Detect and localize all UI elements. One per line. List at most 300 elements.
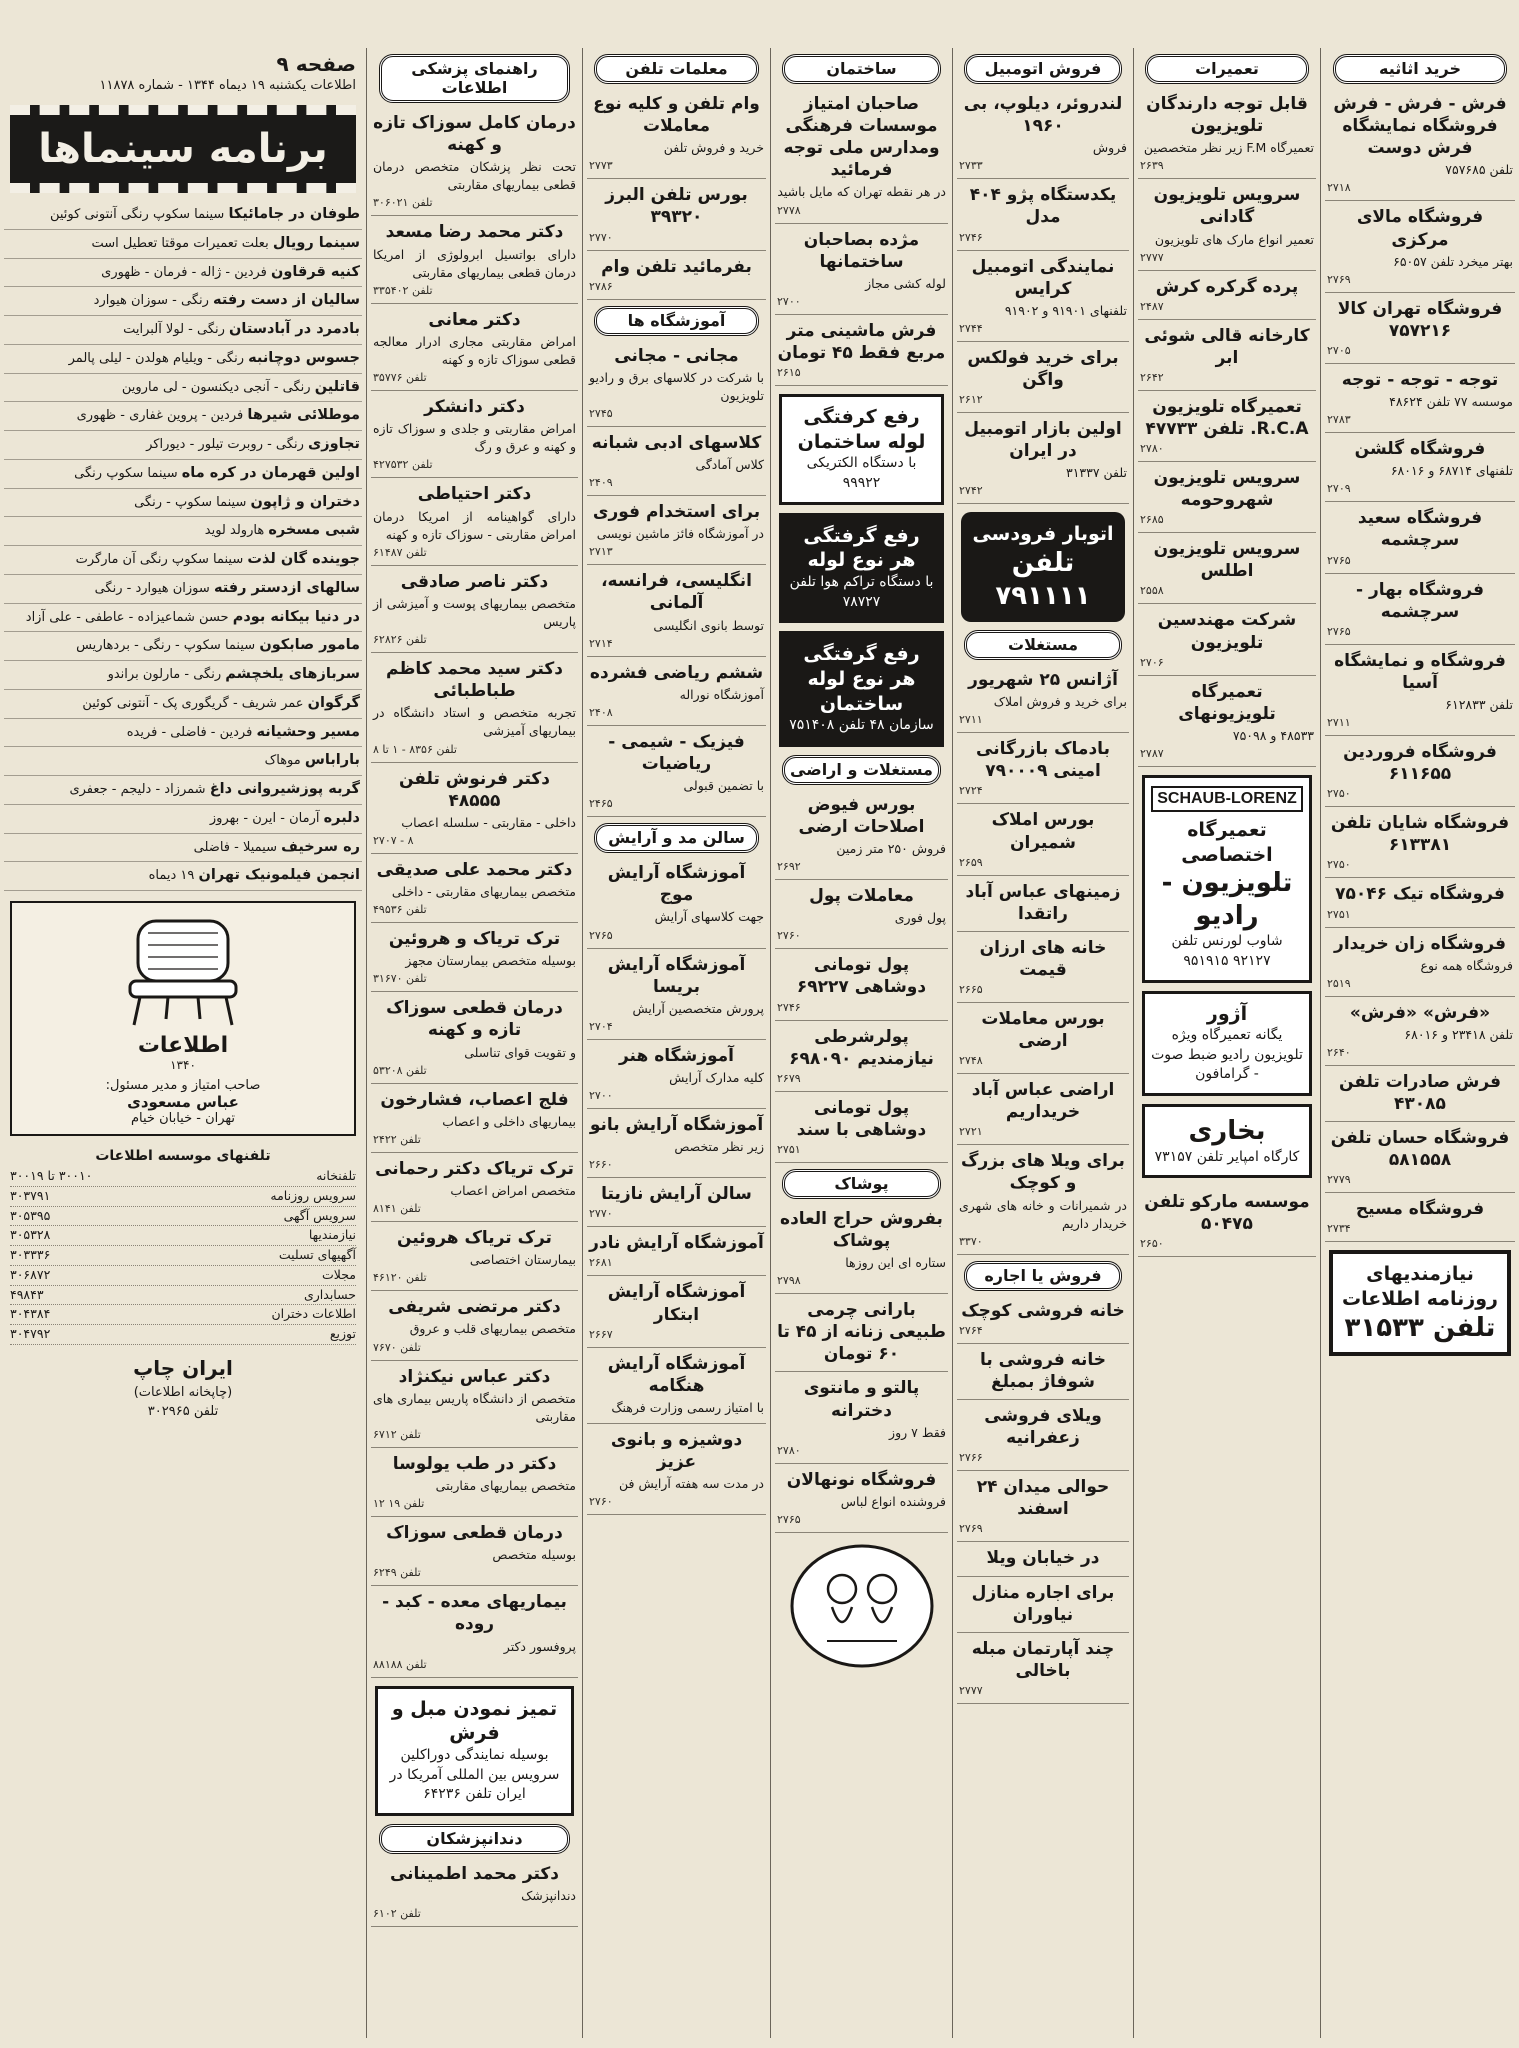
ad-code: ۲۷۱۱ xyxy=(959,713,983,727)
ad-code: ۲۶۳۹ xyxy=(1140,159,1164,173)
ad-code: ۲۶۶۰ xyxy=(589,1158,613,1172)
issue-line: اطلاعات یکشنبه ۱۹ دیماه ۱۳۴۴ - شماره ۱۱۸۷۸ xyxy=(99,78,356,93)
ad-code: تلفن ۳۵۷۷۶ xyxy=(373,371,427,385)
classified-ad xyxy=(1325,997,1515,1066)
ad-code: ۲۷۶۵ xyxy=(589,928,613,942)
moving-company-phone: تلفن ۷۹۱۱۱۱ xyxy=(995,548,1091,611)
ad-code: ۲۷۰۵ xyxy=(1327,343,1351,357)
ad-title: ویلای فروشی زعفرانیه xyxy=(984,1406,1102,1449)
ad-body: دارای گواهینامه از امریکا درمان امراض مقاربتی - سوزاک تازه و کهنه xyxy=(373,508,576,542)
schaub-lorenz-logo: SCHAUB-LORENZ xyxy=(1151,786,1303,812)
ad-body: تجربه متخصص و استاد دانشگاه در بیماریهای آمیزشی xyxy=(373,705,576,739)
ad-body: متخصص بیماریهای قلب و عروق xyxy=(409,1321,576,1337)
ad-title: درمان قطعی سوزاک تازه و کهنه xyxy=(386,998,563,1041)
ad-code: تلفن ۲۴۲۲ xyxy=(373,1132,421,1146)
film-title: جسوس دوچانبه xyxy=(248,349,360,366)
classified-ad xyxy=(957,1633,1129,1704)
ad-body: خرید و فروش تلفن xyxy=(663,140,764,156)
cinema-listing xyxy=(4,259,362,288)
azhur-body: یگانه تعمیرگاه ویژه تلویزیون رادیو ضبط صوت - گرامافون xyxy=(1151,1027,1303,1083)
carpet-cleaning-title: تمیز نمودن مبل و فرش xyxy=(391,1697,558,1745)
ad-title: سالن آرایش نازیتا xyxy=(601,1184,752,1205)
real-estate-list xyxy=(957,664,1129,1255)
phone-directory xyxy=(10,1146,356,1422)
carpet-cleaning-body: بوسیله نمایندگی دوراکلین سرویس بین المللی آمریکا در ایران تلفن ۶۴۲۳۶ xyxy=(389,1747,560,1803)
phone-dept: آگهیهای تسلیت xyxy=(278,1247,356,1262)
ad-body: در مدت سه هفته آرایش فن xyxy=(619,1476,764,1492)
classified-ad xyxy=(1325,364,1515,433)
ad-body: فروش xyxy=(1092,140,1127,156)
ad-body: تلفنهای ۶۸۷۱۴ و ۶۸۰۱۶ xyxy=(1390,463,1513,479)
ad-body: برای خرید و فروش املاک xyxy=(993,694,1127,710)
ad-code: ۲۶۸۱ xyxy=(589,1256,613,1270)
film-title: باراباس xyxy=(304,752,360,769)
ad-title: پول تومانی دوشاهی با سند xyxy=(796,1097,927,1140)
ad-code: ۲۶۱۲ xyxy=(959,393,983,406)
classified-ad xyxy=(1138,88,1316,179)
ad-title: فرش صادرات تلفن ۴۳۰۸۵ xyxy=(1338,1071,1502,1115)
film-title: موطلائی شیرها xyxy=(247,407,360,424)
phone-row xyxy=(10,1226,356,1246)
pipe-ad-1-title: رفع کرفتگی لوله ساختمان xyxy=(797,406,926,453)
ad-title: سرویس تلویزیون اطلس xyxy=(1153,539,1301,582)
film-title: در دنیا بیکانه بودم xyxy=(232,608,360,625)
ad-title: فروشگاه مسیح xyxy=(1355,1199,1485,1220)
film-title: دختران و ژاپون xyxy=(250,493,360,510)
ad-title: سرویس تلویزیون شهروحومه xyxy=(1153,468,1301,511)
classified-ad xyxy=(1325,433,1515,502)
pipe-ad-2-body: با دستگاه تراکم هوا تلفن ۷۸۷۲۷ xyxy=(789,573,934,610)
ad-title: ششم ریاضی فشرده xyxy=(589,662,764,683)
ad-code: ۲۷۰۶ xyxy=(1140,655,1164,669)
ad-code: ۲۷۶۰ xyxy=(589,1495,613,1509)
classified-ad xyxy=(1325,928,1515,997)
classified-ad xyxy=(957,664,1129,733)
ad-body: پرورش متخصصین آرایش xyxy=(632,1000,764,1016)
classified-ad xyxy=(957,1400,1129,1471)
ad-code: ۲۷۳۳ xyxy=(959,159,983,173)
ad-code: ۲۷۶۹ xyxy=(1327,272,1351,286)
ad-title: پالتو و مانتوی دخترانه xyxy=(803,1378,920,1421)
ad-code: ۲۶۹۲ xyxy=(777,860,801,874)
print-label: ایران چاپ xyxy=(133,1355,233,1380)
cinema-listing xyxy=(4,230,362,259)
ad-code: ۲۷۱۱ xyxy=(1327,716,1351,730)
ad-code: ۲۶۶۵ xyxy=(959,982,983,996)
ad-code: ۲۷۰۴ xyxy=(589,1019,613,1033)
phone-row xyxy=(10,1325,356,1345)
cinema-listing xyxy=(4,690,362,719)
phone-row xyxy=(10,1305,356,1325)
ad-title: برای ویلا های بزرگ و کوچک xyxy=(961,1151,1125,1194)
children-store-illustration xyxy=(787,1541,937,1671)
ad-body: دارای بواتسیل ابرولوژی از امریکا درمان قطعی بیماریهای مقاربتی xyxy=(373,246,576,280)
film-details: رنگی - لولا آلبرایت xyxy=(123,322,225,337)
cinema-listing xyxy=(4,834,362,863)
ad-title: فرش ماشینی متر مربع فقط ۴۵ تومان xyxy=(777,320,946,363)
classified-ad xyxy=(371,304,578,391)
classified-ad xyxy=(1325,1193,1515,1242)
ad-code: تلفن ۶۱۰۲ xyxy=(373,1907,421,1920)
ad-title: چند آپارتمان مبله باخالی xyxy=(971,1638,1115,1681)
film-title: گرگوان xyxy=(307,694,360,711)
cars-head: فروش اتومبیل xyxy=(964,54,1122,84)
pipe-ad-2-title: رفع گرفتگی هر نوع لوله xyxy=(803,524,920,572)
ad-code: تلفن ۶۲۸۲۶ xyxy=(373,633,427,647)
rentals-head: فروش یا اجاره xyxy=(964,1261,1122,1291)
ad-title: برای خرید فولکس واگن xyxy=(967,347,1119,390)
film-details: سیمیلا - فاضلی xyxy=(193,839,277,855)
ad-title: فروشگاه شایان تلفن ۶۱۳۳۸۱ xyxy=(1330,813,1510,856)
ad-title: خانه فروشی کوچک xyxy=(961,1300,1125,1321)
ad-code: تلفن ۴۲۷۵۳۲ xyxy=(373,458,433,472)
classified-ad xyxy=(587,726,766,817)
ad-code: تلفن ۳۰۶۰۲۱ xyxy=(373,196,433,210)
schaub-lorenz-ad xyxy=(1142,775,1312,983)
classified-ad xyxy=(775,1092,948,1163)
classified-ad xyxy=(957,413,1129,504)
ad-title: بیماریهای معده - کبد - روده xyxy=(382,1592,567,1635)
ad-title: قابل توجه دارندگان تلویزیون xyxy=(1146,94,1308,137)
cinema-banner: برنامه سینماها xyxy=(10,105,356,193)
ad-title: آموزشگاه هنر xyxy=(618,1045,735,1066)
schaub-lorenz-subtitle: تعمیرگاه اختصاصی xyxy=(1181,818,1273,866)
phone-number: ۳۰۵۳۹۵ xyxy=(10,1207,51,1223)
classified-ad xyxy=(371,1586,578,1677)
ad-title: برای استخدام فوری xyxy=(592,502,761,523)
medical-list xyxy=(371,107,578,1678)
film-title: ره سرخیف xyxy=(281,838,360,855)
ad-code: ۳۳۷۰ xyxy=(959,1234,983,1248)
phone-number: ۳۰۵۳۲۸ xyxy=(10,1227,51,1243)
classified-ad xyxy=(587,1348,766,1424)
rentals-list xyxy=(957,1295,1129,1704)
classified-ad xyxy=(371,1517,578,1586)
ad-code: ۲۷۷۳ xyxy=(589,159,613,173)
ad-title: در خیابان ویلا xyxy=(986,1548,1100,1569)
film-details: رنگی - مارلون براندو xyxy=(107,667,222,682)
real-estate-head: مستغلات xyxy=(964,630,1122,660)
ad-title: بفرمائید تلفن وام xyxy=(601,256,752,277)
classified-ad xyxy=(371,923,578,992)
ad-body: فروشگاه همه نوع xyxy=(1420,957,1513,973)
classified-ad xyxy=(775,880,948,949)
print-sub: (چاپخانه اطلاعات) xyxy=(133,1384,233,1400)
ad-code: تلفن ۸۳۵۶ - ۱ تا ۸ xyxy=(373,742,457,756)
film-details: سینما سکوپ - رنگی - بردهاریس xyxy=(76,638,256,654)
building-column xyxy=(771,48,952,2038)
ad-code: تلفن ۶۲۴۹ xyxy=(373,1566,421,1580)
classified-ad xyxy=(957,1542,1129,1576)
ad-title: بارانی چرمی طبیعی زنانه از ۴۵ تا ۶۰ تومان xyxy=(777,1300,946,1365)
classified-ad xyxy=(371,763,578,854)
classified-ad xyxy=(587,1178,766,1227)
phone-dept: سرویس آگهی xyxy=(283,1207,356,1223)
film-title: سینما رویال xyxy=(272,234,360,251)
ad-title: ترک تریاک هروئین xyxy=(397,1228,552,1249)
classified-ad xyxy=(1325,88,1515,201)
film-details: سینما سکوپ رنگی آن مارگرت xyxy=(75,552,244,567)
ad-code: ۲۶۴۰ xyxy=(1327,1045,1351,1059)
film-title: قاتلین xyxy=(314,378,360,395)
ad-title: دکتر محمد رضا مسعد xyxy=(385,222,564,243)
classified-ad xyxy=(1138,179,1316,270)
ad-body: تلفن ۳۱۳۳۷ xyxy=(1065,465,1127,481)
ad-title: معاملات پول xyxy=(809,886,914,907)
classified-ad xyxy=(957,251,1129,342)
phone-row xyxy=(10,1246,356,1266)
phone-number: ۳۰۰۱۰ تا ۳۰۰۱۹ xyxy=(10,1168,93,1183)
schaub-lorenz-phones: شاوب لورنس تلفن ۹۲۱۲۷ ۹۵۱۹۱۵ xyxy=(1171,933,1283,969)
classified-ad xyxy=(957,1003,1129,1074)
masthead-address: تهران - خیابان خیام xyxy=(130,1111,236,1126)
ad-code: ۲۷۶۰ xyxy=(777,929,801,943)
classified-ad xyxy=(1138,676,1316,767)
chair-illustration xyxy=(108,911,258,1031)
ad-body: بیمارستان اختصاصی xyxy=(469,1252,576,1268)
classified-ad xyxy=(587,1424,766,1515)
ad-body: تلفن ۲۳۴۱۸ و ۶۸۰۱۶ xyxy=(1404,1026,1513,1042)
ad-body: پروفسور دکتر xyxy=(503,1638,576,1654)
masthead-label: اطلاعات xyxy=(137,1033,229,1058)
classified-ad xyxy=(775,315,948,386)
ad-body: دندانپزشک xyxy=(521,1887,576,1903)
cinema-listing xyxy=(4,316,362,345)
film-details: رنگی - ویلیام هولدن - لیلی پالمر xyxy=(68,350,244,366)
heater-ad xyxy=(1142,1104,1312,1178)
ad-code: تلفن ۷۶۷۰ xyxy=(373,1340,421,1354)
phone-dept: نیازمندیها xyxy=(308,1227,356,1243)
ad-code: ۲۷۸۶ xyxy=(589,279,613,293)
ad-code: ۲۷۰۰ xyxy=(777,294,801,308)
dentist-section-head: دندانپزشکان xyxy=(379,1824,569,1854)
heater-title: بخاری xyxy=(1188,1116,1266,1146)
classified-ad xyxy=(587,657,766,726)
ad-code: ۲۷۰۰ xyxy=(589,1089,613,1103)
cinema-listing xyxy=(4,805,362,834)
ad-body: پول فوری xyxy=(894,910,946,926)
classified-ad xyxy=(1325,807,1515,878)
film-title: گربه پوزشیروانی داغ xyxy=(209,781,360,797)
classified-ad xyxy=(587,88,766,179)
land-list xyxy=(775,789,948,1163)
classified-ad xyxy=(1325,645,1515,736)
ad-title: دکتر مرتضی شریفی xyxy=(388,1297,561,1318)
ad-title: فروشگاه تیک ۷۵۰۴۶ xyxy=(1335,884,1505,905)
moving-company-ad xyxy=(961,512,1125,622)
ad-title: فروشگاه فروردین ۶۱۱۶۵۵ xyxy=(1343,742,1497,785)
ad-body: تلفنهای ۹۱۹۰۱ و ۹۱۹۰۲ xyxy=(1004,302,1127,318)
ad-code: ۲۷۷۸ xyxy=(777,203,801,217)
ad-title: فروشگاه حسان تلفن ۵۸۱۵۵۸ xyxy=(1330,1128,1510,1171)
ad-title: فروشگاه سعید سرچشمه xyxy=(1357,508,1483,551)
cinema-listing xyxy=(4,575,362,604)
ad-title: بادماک بازرگانی امینی ۷۹۰۰۰۹ xyxy=(976,739,1110,782)
ad-title: کلاسهای ادبی شبانه xyxy=(591,432,762,453)
classified-ad xyxy=(1325,878,1515,927)
film-details: شمرزاد - دلیجم - جعفری xyxy=(69,782,206,797)
repairs-column xyxy=(1134,48,1320,2038)
ad-title: دکتر معانی xyxy=(428,309,521,330)
classified-ad xyxy=(371,1448,578,1517)
pipe-ad-1-body: با دستگاه الکتریکی ۹۹۹۲۲ xyxy=(806,455,917,491)
ad-body: توسط بانوی انگلیسی xyxy=(653,617,764,633)
ad-code: ۲۷۸۰ xyxy=(777,1443,801,1457)
ad-code: ۲۷۴۴ xyxy=(959,321,983,335)
phone-number: ۳۰۴۷۹۲ xyxy=(10,1326,51,1341)
film-details: سینما سکوپ رنگی xyxy=(74,465,178,481)
ad-code: ۲۷۷۹ xyxy=(1327,1173,1351,1187)
phone-dept: اطلاعات دختران xyxy=(271,1306,356,1322)
classified-ad xyxy=(957,1145,1129,1254)
cinema-listing xyxy=(4,460,362,489)
film-title: بادمرد در آبادستان xyxy=(229,321,360,337)
phone-deals-head: معلمات تلفن xyxy=(594,54,759,84)
classified-ad xyxy=(957,1344,1129,1400)
classifieds-phone-ad xyxy=(1329,1250,1511,1356)
classifieds-phone: تلفن ۳۱۵۳۳ xyxy=(1344,1312,1496,1343)
ad-title: بورس تلفن البرز ۳۹۳۲۰ xyxy=(605,185,748,228)
classified-ad xyxy=(775,88,948,224)
ad-body: در آموزشگاه فائز ماشین نویسی xyxy=(596,526,764,542)
building-head: ساختمان xyxy=(782,54,941,84)
ad-body: ستاره ای این روزها xyxy=(845,1255,946,1271)
ad-title: «فرش» «فرش» xyxy=(1349,1002,1491,1023)
classified-ad xyxy=(371,478,578,565)
ad-code: تلفن ۶۱۴۸۷ xyxy=(373,545,427,559)
ad-body: بوسیله متخصص xyxy=(492,1547,576,1563)
film-title: جوینده گان لذت xyxy=(247,551,360,567)
ad-code: ۲۷۸۰ xyxy=(1140,442,1164,456)
pipe-ad-1 xyxy=(779,394,944,505)
ad-code: ۲۷۲۴ xyxy=(959,784,983,798)
phone-row xyxy=(10,1286,356,1306)
phone-row xyxy=(10,1266,356,1286)
cinema-listing xyxy=(4,862,362,891)
classified-ad xyxy=(1138,462,1316,533)
film-title: اولین قهرمان در کره ماه xyxy=(181,464,360,481)
classified-ad xyxy=(371,854,578,923)
ad-code: ۲۵۵۸ xyxy=(1140,584,1164,598)
ad-title: بورس فیوض اصلاحات ارضی xyxy=(798,794,925,837)
repairs-list xyxy=(1138,88,1316,767)
ad-body: بوسیله متخصص بیمارستان مجهز xyxy=(405,953,576,969)
ad-body: در شمیرانات و خانه های شهری خریدار داریم xyxy=(959,1197,1127,1231)
ad-title: تعمیرگاه تلویزیونهای xyxy=(1178,681,1276,724)
ad-code: ۲۷۴۵ xyxy=(589,406,613,420)
classified-ad xyxy=(957,1295,1129,1344)
cinema-listing xyxy=(4,345,362,374)
azhur-ad xyxy=(1142,991,1312,1096)
classified-ad xyxy=(775,1294,948,1372)
ad-code: ۲۶۸۵ xyxy=(1140,513,1164,527)
classified-ad xyxy=(957,1074,1129,1145)
phones-title: تلفنهای موسسه اطلاعات xyxy=(95,1148,271,1164)
phone-dept: توزیع xyxy=(329,1326,356,1341)
carpet-cleaning-ad xyxy=(375,1686,574,1816)
ad-title: فرش - فرش - فرش فروشگاه نمایشگاه فرش دوست xyxy=(1333,94,1507,159)
ad-title: زمینهای عباس آباد راتقدا xyxy=(965,881,1121,924)
ad-title: فیزیک - شیمی - ریاضیات xyxy=(608,731,745,774)
repairs-list-2 xyxy=(1138,1186,1316,1257)
film-details: رنگی - روبرت تیلور - دیوراکر xyxy=(146,437,304,452)
film-details: سینما سکوپ رنگی آنتونی کوئین xyxy=(49,207,225,222)
ad-title: فروشگاه نونهالان xyxy=(786,1469,937,1490)
ad-title: آموزشگاه آرایش بانو xyxy=(589,1115,764,1136)
classified-ad xyxy=(775,789,948,880)
ad-title: مجانی - مجانی xyxy=(614,345,739,366)
ad-body: جهت کلاسهای آرایش xyxy=(654,909,764,925)
ad-code: ۲۵۱۹ xyxy=(1327,976,1351,990)
ad-title: آموزشگاه آرایش نادر xyxy=(589,1233,764,1254)
schools-column xyxy=(583,48,770,2038)
ad-body: بهتر میخرد تلفن ۶۵۰۵۷ xyxy=(1393,253,1513,269)
classified-ad xyxy=(587,857,766,948)
cinema-listing xyxy=(4,201,362,230)
classified-ad xyxy=(371,391,578,478)
ad-body: در هر نقطه تهران که مایل باشید xyxy=(777,184,946,200)
ad-code: ۲۴۰۹ xyxy=(589,476,613,490)
ad-body: زیر نظر متخصص xyxy=(674,1139,764,1155)
classified-ad xyxy=(371,653,578,762)
dentist-list xyxy=(371,1858,578,1927)
ad-title: فروشگاه گلشن xyxy=(1354,439,1486,460)
cinema-listing xyxy=(4,604,362,633)
moving-company-title: اتوبار فرودسی xyxy=(972,523,1114,546)
land-head: مستغلات و اراضی xyxy=(782,755,941,785)
classified-ad xyxy=(587,565,766,656)
ad-title: بورس املاک شمیران xyxy=(991,810,1095,853)
cinema-listing xyxy=(4,287,362,316)
ad-code: ۲۷۶۶ xyxy=(959,1451,983,1465)
building-list xyxy=(775,88,948,386)
classified-ad xyxy=(957,342,1129,413)
classified-ad xyxy=(957,1577,1129,1633)
clothing-head: پوشاک xyxy=(782,1169,941,1199)
film-title: تجاوزی xyxy=(308,436,360,452)
classified-ad xyxy=(1138,604,1316,675)
ad-title: دکتر سید محمد کاظم طباطبائی xyxy=(386,659,563,702)
classified-ad xyxy=(371,216,578,303)
ad-code: ۲۴۰۸ xyxy=(589,705,613,719)
film-title: انجمن فیلمونیک تهران xyxy=(198,867,360,884)
ad-title: فلج اعصاب، فشارخون xyxy=(380,1089,569,1110)
ad-body: با امتیاز رسمی وزارت فرهنگ xyxy=(611,1399,764,1415)
ad-code: ۲۷۱۳ xyxy=(589,545,613,559)
ad-body: امراض مقاربتی مجاری ادرار معالجه قطعی سوزاک تازه و کهنه xyxy=(373,333,576,367)
ad-title: شرکت مهندسین تلویزیون xyxy=(1157,610,1297,653)
ad-title: بفروش حراج العاده پوشاک xyxy=(780,1208,943,1251)
ad-title: آموزشگاه آرایش هنگامه xyxy=(607,1353,746,1396)
classified-ad xyxy=(1138,533,1316,604)
ad-code: ۲۷۷۰ xyxy=(589,230,613,244)
ad-code: تلفن ۸۱۴۱ xyxy=(373,1202,421,1216)
furniture-column xyxy=(1321,48,1519,2038)
ad-title: ترک تریاک و هروئین xyxy=(388,929,561,950)
classified-ad xyxy=(371,1153,578,1222)
ad-body: تحت نظر پزشکان متخصص درمان قطعی بیماریهای مقاربتی xyxy=(373,159,576,193)
cinema-listing xyxy=(4,374,362,403)
ad-code: تلفن ۴۹۵۳۶ xyxy=(373,903,427,917)
classified-ad xyxy=(587,427,766,496)
classified-ad xyxy=(587,179,766,250)
ad-code: ۲۷۰۷ - ۸ xyxy=(373,833,414,847)
classified-ad xyxy=(957,88,1129,179)
azhur-title: آژور xyxy=(1206,1002,1248,1025)
ad-code: تلفن ۶۷۱۲ xyxy=(373,1427,421,1441)
ad-code: ۲۷۵۰ xyxy=(1327,858,1351,872)
repairs-head: تعمیرات xyxy=(1145,54,1309,84)
